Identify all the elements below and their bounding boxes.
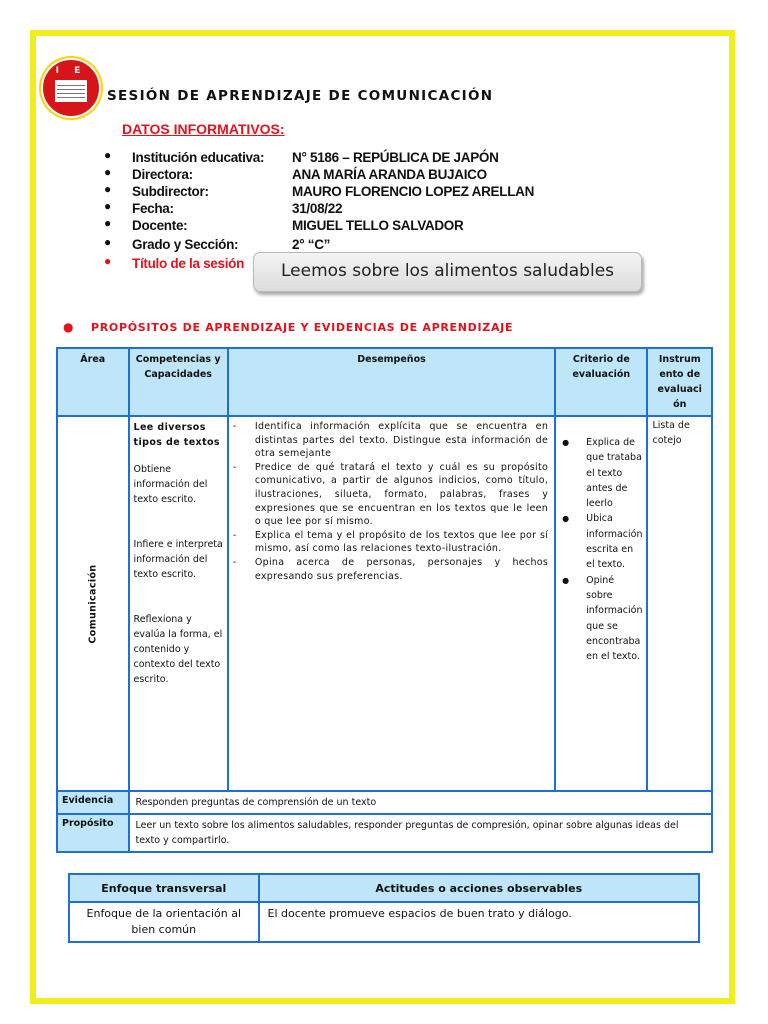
evidencia-label: Evidencia [57,791,129,814]
competencia-title: Lee diversos tipos de textos [133,422,220,448]
purposes-table [56,347,713,853]
desempenos-cell [228,416,555,791]
session-title-box: Leemos sobre los alimentos saludables [253,252,642,292]
desempeno-item: - Identifica información explícita que se encuentra en distintas partes del texto. Distingue esta información de otra semejante [232,421,549,460]
col-header-actitudes: Actitudes o acciones observables [259,874,699,902]
col-header-instrumento: Instrum ento de evaluaci ón [647,348,712,416]
criterio-item: ● Explica de que trataba el texto antes de leerlo [562,437,642,510]
table-row [69,902,699,942]
table-header-row [57,348,712,416]
capacidad-item: Reflexiona y evalúa la forma, el contenido y contexto del texto escrito. [133,614,223,685]
enfoque-value: Enfoque de la orientación al bien común [69,902,259,942]
enfoque-table [68,873,700,943]
actitud-value: El docente promueve espacios de buen trato y diálogo. [259,902,699,942]
capacidad-item: Infiere e interpreta información del texto escrito. [133,539,223,580]
desempeno-item: - Explica el tema y el propósito de los textos que lee por sí mismo, así como las relaciones texto-ilustración. [232,529,549,555]
area-cell [57,416,129,791]
col-header-criterio: Criterio de evaluación [555,348,647,416]
proposito-label: Propósito [57,814,129,852]
col-header-competencias: Competencias y Capacidades [129,348,228,416]
instrumento-cell: Lista de cotejo [647,416,712,791]
school-logo: I E [41,58,101,118]
col-header-desempenos: Desempeños [228,348,555,416]
evidencia-row [57,791,712,814]
proposito-value: Leer un texto sobre los alimentos saludables, responder preguntas de compresión, opinar sobre algunas ideas del texto y compartirlo. [129,814,712,852]
proposito-row [57,814,712,852]
col-header-area: Área [57,348,129,416]
desempeno-item: - Opina acerca de personas, personajes y hechos expresando sus preferencias. [232,556,549,582]
criterio-cell [555,416,647,791]
capacidad-item: Obtiene información del texto escrito. [133,464,208,505]
page-title: SESIÓN DE APRENDIZAJE DE COMUNICACIÓN [107,88,494,104]
evidencia-value: Responden preguntas de comprensión de un texto [129,791,712,814]
datos-heading: DATOS INFORMATIVOS: [122,121,285,137]
table-row [57,416,712,791]
enfoque-header-row [69,874,699,902]
area-label: Comunicación [87,563,99,644]
col-header-enfoque: Enfoque transversal [69,874,259,902]
criterio-item: ● Ubica información escrita en el texto. [562,513,643,571]
criterio-item: ● Opiné sobre información que se encontraba en el texto. [562,574,643,663]
desempeno-item: - Predice de qué tratará el texto y cuál es su propósito comunicativo, a partir de algunos indicios, como título, ilustraciones, silueta, formato, palabras, frases y expresiones que se encuentran en los textos que le leen o que lee por sí mismo. [232,461,549,528]
competencias-cell [129,416,228,791]
